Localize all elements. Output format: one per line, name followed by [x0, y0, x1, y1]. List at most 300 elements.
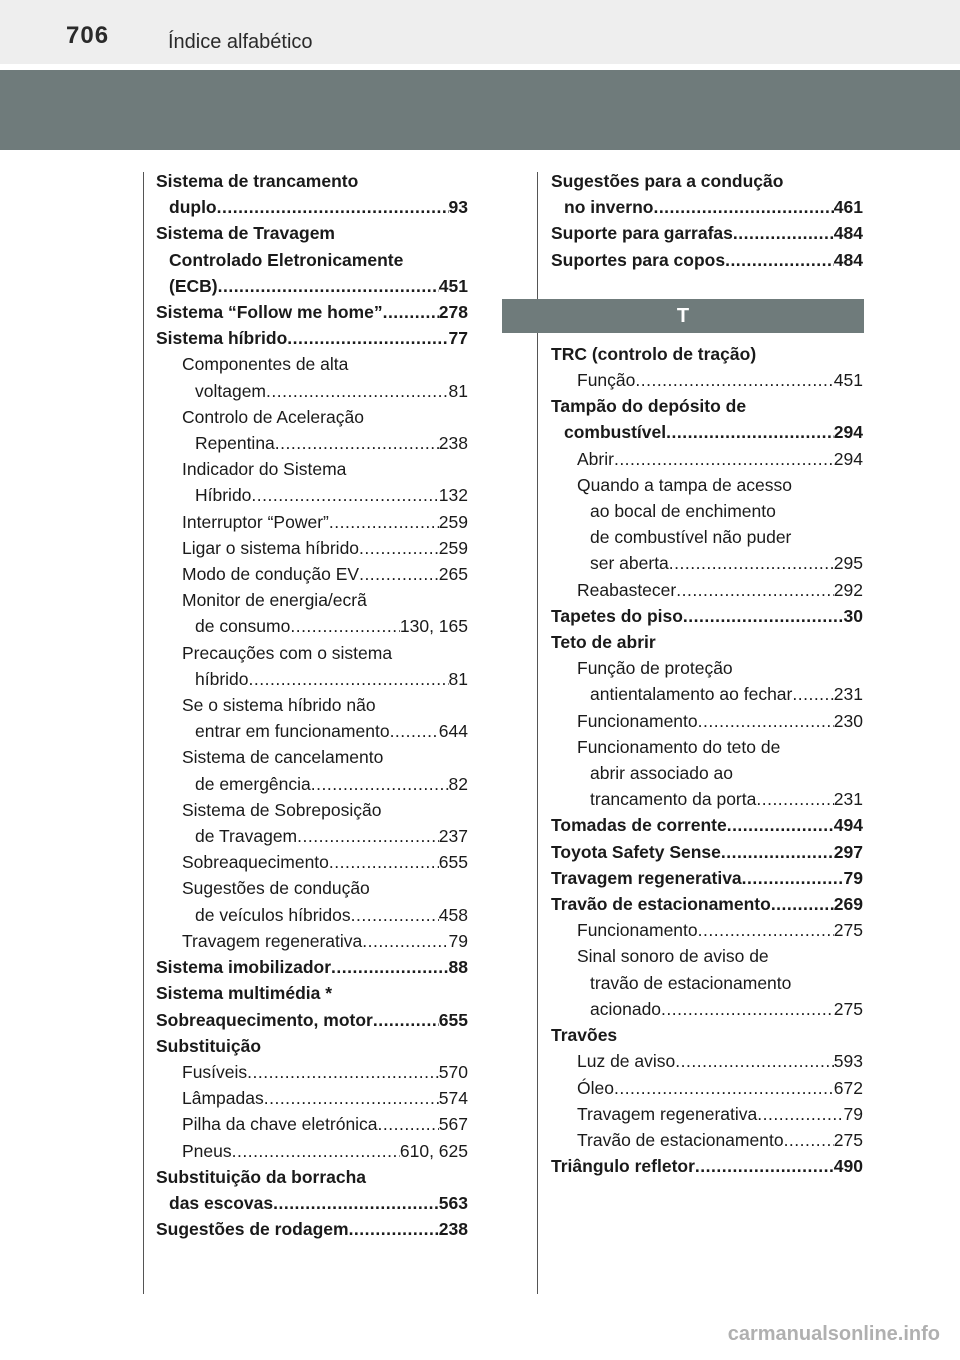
- entry-text: Sistema de Sobreposição: [182, 799, 382, 820]
- leader-dots: [669, 550, 834, 576]
- leader-dots: [273, 1190, 439, 1216]
- entry-line: [577, 786, 863, 812]
- leader-dots: [251, 482, 438, 508]
- entry-line: [182, 744, 468, 770]
- page-reference: 79: [843, 1103, 863, 1124]
- entry-line: [551, 839, 863, 865]
- entry-text: Travão de estacionamento: [551, 894, 771, 915]
- index-entry: [551, 839, 863, 865]
- page-reference: 275: [833, 1129, 863, 1150]
- index-entry: [156, 954, 468, 980]
- page-reference: 570: [438, 1061, 468, 1082]
- entry-text: Sistema híbrido: [156, 328, 288, 349]
- entry-text: de veículos híbridos: [195, 904, 351, 925]
- entry-line: [156, 247, 468, 273]
- leader-dots: [666, 419, 834, 445]
- leader-dots: [362, 928, 448, 954]
- entry-line: [156, 1190, 468, 1216]
- page-reference: 672: [833, 1077, 863, 1098]
- entry-line: [156, 1007, 468, 1033]
- entry-text: voltagem: [195, 380, 267, 401]
- entry-text: Sugestões de condução: [182, 878, 370, 899]
- entry-text: de combustível não puder: [590, 527, 792, 548]
- leader-dots: [683, 603, 844, 629]
- leader-dots: [359, 561, 439, 587]
- entry-line: [182, 849, 468, 875]
- entry-text: Função: [577, 370, 636, 391]
- entry-text: acionado: [590, 998, 662, 1019]
- entry-text: Óleo: [577, 1077, 614, 1098]
- leader-dots: [218, 273, 439, 299]
- index-subentry: [182, 456, 468, 508]
- page-reference: 567: [438, 1114, 468, 1135]
- index-subentry: [182, 587, 468, 639]
- entry-line: [577, 1048, 863, 1074]
- index-subentry: [577, 446, 863, 472]
- entry-text: no inverno: [564, 197, 654, 218]
- page-header: [0, 0, 960, 150]
- entry-text: Sistema “Follow me home”: [156, 302, 383, 323]
- leader-dots: [675, 1048, 834, 1074]
- entry-line: [577, 970, 863, 996]
- index-entry: [551, 341, 863, 367]
- entry-line: [551, 419, 863, 445]
- entry-text: de emergência: [195, 773, 311, 794]
- entry-text: TRC (controlo de tração): [551, 343, 757, 364]
- page-reference: 494: [833, 815, 863, 836]
- entry-line: [551, 393, 863, 419]
- entry-text: travão de estacionamento: [590, 972, 792, 993]
- page-reference: 30: [843, 605, 863, 626]
- leader-dots: [695, 1153, 834, 1179]
- page-reference: 259: [438, 511, 468, 532]
- index-subentry: [577, 1048, 863, 1074]
- page-reference: 490: [833, 1156, 863, 1177]
- index-entry: [156, 299, 468, 325]
- index-entry: [156, 325, 468, 351]
- entry-text: Substituição: [156, 1035, 262, 1056]
- header-band: [0, 70, 960, 150]
- index-entry: [551, 891, 863, 917]
- page-reference: 295: [833, 553, 863, 574]
- page-reference: 461: [833, 197, 863, 218]
- leader-dots: [297, 823, 439, 849]
- entry-text: trancamento da porta: [590, 789, 757, 810]
- index-subentry: [182, 849, 468, 875]
- entry-text: Teto de abrir: [551, 632, 656, 653]
- entry-line: [577, 708, 863, 734]
- page-reference: 292: [833, 579, 863, 600]
- entry-text: Substituição da borracha: [156, 1166, 367, 1187]
- index-entry: [156, 220, 468, 299]
- page-reference: 294: [833, 422, 863, 443]
- entry-text: Controlo de Aceleração: [182, 406, 364, 427]
- entry-text: Interruptor “Power”: [182, 511, 329, 532]
- index-entry: [156, 1007, 468, 1033]
- entry-text: Sistema de cancelamento: [182, 747, 384, 768]
- entry-text: Monitor de energia/ecrã: [182, 590, 367, 611]
- entry-text: Função de proteção: [577, 658, 733, 679]
- page-reference: 88: [448, 957, 468, 978]
- entry-line: [156, 1216, 468, 1242]
- entry-line: [156, 273, 468, 299]
- entry-text: Sinal sonoro de aviso de: [577, 946, 769, 967]
- index-subentry: [182, 1085, 468, 1111]
- leader-dots: [349, 1216, 439, 1242]
- index-subentry: [577, 367, 863, 393]
- index-subentry: [577, 1075, 863, 1101]
- entry-line: [577, 996, 863, 1022]
- entry-text: Sugestões de rodagem: [156, 1219, 349, 1240]
- index-group-s-continued: [551, 168, 863, 273]
- index-subentry: [182, 1059, 468, 1085]
- index-entry: [156, 980, 468, 1006]
- index-subentry: [577, 472, 863, 577]
- entry-text: Repentina: [195, 433, 275, 454]
- page-reference: 484: [833, 249, 863, 270]
- page-reference: 644: [438, 721, 468, 742]
- leader-dots: [653, 194, 833, 220]
- leader-dots: [373, 1007, 439, 1033]
- entry-line: [551, 891, 863, 917]
- index-subentry: [182, 797, 468, 849]
- entry-line: [182, 378, 468, 404]
- leader-dots: [614, 1075, 834, 1101]
- entry-line: [182, 351, 468, 377]
- entry-line: [577, 472, 863, 498]
- index-entry: [551, 247, 863, 273]
- entry-text: Componentes de alta: [182, 354, 349, 375]
- index-subentry: [577, 577, 863, 603]
- entry-text: Sistema de trancamento: [156, 171, 359, 191]
- entry-line: [182, 823, 468, 849]
- index-subentry: [182, 404, 468, 456]
- entry-line: [551, 194, 863, 220]
- entry-line: [156, 954, 468, 980]
- leader-dots: [329, 509, 439, 535]
- entry-line: [156, 1033, 468, 1059]
- index-entry: [551, 393, 863, 445]
- entry-text: Travão de estacionamento: [577, 1129, 784, 1150]
- entry-text: Precauções com o sistema: [182, 642, 393, 663]
- page-reference: 593: [833, 1051, 863, 1072]
- entry-line: [182, 902, 468, 928]
- entry-text: Suporte para garrafas: [551, 223, 733, 244]
- page-reference: 259: [438, 537, 468, 558]
- leader-dots: [311, 771, 449, 797]
- index-entry: [551, 603, 863, 629]
- entry-line: [577, 1101, 863, 1127]
- leader-dots: [727, 812, 834, 838]
- page-reference: 231: [833, 684, 863, 705]
- index-subentry: [577, 708, 863, 734]
- entry-line: [156, 168, 468, 194]
- index-subentry: [182, 744, 468, 796]
- column-divider-left: [143, 172, 144, 1294]
- entry-text: antientalamento ao fechar: [590, 684, 793, 705]
- leader-dots: [792, 681, 833, 707]
- entry-line: [577, 734, 863, 760]
- index-subentry: [182, 1138, 468, 1164]
- entry-line: [182, 587, 468, 613]
- page-reference: 93: [448, 197, 468, 218]
- index-entry: [551, 1153, 863, 1179]
- page-reference: 237: [438, 826, 468, 847]
- entry-text: híbrido: [195, 668, 249, 689]
- entry-line: [551, 168, 863, 194]
- entry-line: [182, 561, 468, 587]
- entry-line: [577, 577, 863, 603]
- section-title: Índice alfabético: [168, 31, 313, 53]
- index-subentry: [577, 655, 863, 707]
- entry-text: Triângulo refletor: [551, 1156, 695, 1177]
- entry-line: [182, 1111, 468, 1137]
- entry-text: Se o sistema híbrido não: [182, 695, 376, 716]
- page-reference: 655: [438, 1009, 468, 1030]
- index-entry: [551, 865, 863, 891]
- index-subentry: [182, 692, 468, 744]
- entry-line: [551, 865, 863, 891]
- index-column-left: [156, 168, 468, 1242]
- page-reference: 79: [448, 930, 468, 951]
- index-subentry: [577, 917, 863, 943]
- entry-text: (ECB): [169, 275, 218, 296]
- leader-dots: [661, 996, 834, 1022]
- index-subentry: [182, 509, 468, 535]
- entry-text: Travagem regenerativa: [577, 1103, 758, 1124]
- page-reference: 81: [448, 668, 468, 689]
- entry-text: ao bocal de enchimento: [590, 501, 776, 522]
- index-entry: [156, 1164, 468, 1216]
- index-subentry: [182, 351, 468, 403]
- leader-dots: [287, 325, 448, 351]
- entry-text: Sobreaquecimento, motor: [156, 1009, 373, 1030]
- leader-dots: [698, 708, 834, 734]
- index-subentry: [182, 928, 468, 954]
- page-reference: 563: [438, 1192, 468, 1213]
- index-entry: [551, 629, 863, 655]
- index-subentry: [577, 734, 863, 813]
- page-reference: 231: [833, 789, 863, 810]
- page-reference: 278: [438, 302, 468, 323]
- entry-line: [551, 341, 863, 367]
- entry-text: combustível: [564, 422, 667, 443]
- entry-text: Travagem regenerativa: [551, 867, 742, 888]
- leader-dots: [733, 220, 834, 246]
- entry-line: [551, 629, 863, 655]
- entry-text: Funcionamento: [577, 920, 698, 941]
- index-column-right: [551, 168, 863, 1179]
- index-entry: [551, 1022, 863, 1048]
- entry-line: [577, 917, 863, 943]
- header-top-bar: [0, 0, 960, 64]
- entry-line: [577, 524, 863, 550]
- entry-line: [182, 666, 468, 692]
- page-reference: 458: [438, 904, 468, 925]
- entry-text: Modo de condução EV: [182, 564, 360, 585]
- entry-text: Pneus: [182, 1140, 232, 1161]
- entry-line: [156, 299, 468, 325]
- entry-line: [182, 1138, 468, 1164]
- index-subentry: [577, 1101, 863, 1127]
- entry-line: [577, 1127, 863, 1153]
- entry-text: Sistema de Travagem: [156, 223, 335, 244]
- entry-text: Indicador do Sistema: [182, 459, 347, 480]
- entry-text: Pilha da chave eletrónica: [182, 1114, 378, 1135]
- leader-dots: [725, 247, 834, 273]
- index-entry: [156, 1033, 468, 1059]
- entry-line: [551, 812, 863, 838]
- column-divider-right: [537, 172, 538, 1294]
- leader-dots: [383, 299, 439, 325]
- page-reference: 610, 625: [399, 1140, 468, 1161]
- entry-text: Abrir: [577, 448, 614, 469]
- leader-dots: [614, 446, 834, 472]
- entry-text: das escovas: [169, 1192, 274, 1213]
- entry-line: [182, 509, 468, 535]
- leader-dots: [232, 1138, 400, 1164]
- entry-line: [182, 771, 468, 797]
- entry-text: entrar em funcionamento: [195, 721, 390, 742]
- entry-line: [577, 1075, 863, 1101]
- entry-text: ser aberta: [590, 553, 669, 574]
- entry-line: [577, 760, 863, 786]
- leader-dots: [264, 1085, 439, 1111]
- entry-line: [577, 367, 863, 393]
- entry-text: de Travagem: [195, 826, 298, 847]
- page-reference: 297: [833, 841, 863, 862]
- page-reference: 77: [448, 328, 468, 349]
- leader-dots: [351, 902, 439, 928]
- entry-line: [182, 875, 468, 901]
- leader-dots: [635, 367, 833, 393]
- entry-line: [551, 220, 863, 246]
- entry-line: [182, 692, 468, 718]
- leader-dots: [784, 1127, 834, 1153]
- index-subentry: [182, 561, 468, 587]
- entry-line: [182, 430, 468, 456]
- entry-text: de consumo: [195, 616, 291, 637]
- page-reference: 230: [833, 710, 863, 731]
- entry-text: Quando a tampa de acesso: [577, 474, 793, 495]
- entry-line: [182, 797, 468, 823]
- entry-text: Fusíveis: [182, 1061, 248, 1082]
- entry-line: [156, 325, 468, 351]
- entry-line: [551, 1153, 863, 1179]
- letter-heading-t: T: [502, 299, 864, 333]
- leader-dots: [249, 666, 449, 692]
- index-entry: [551, 168, 863, 220]
- entry-text: Travões: [551, 1025, 618, 1046]
- entry-line: [577, 498, 863, 524]
- page-reference: 451: [438, 275, 468, 296]
- page-reference: 130, 165: [399, 616, 468, 637]
- watermark: carmanualsonline.info: [727, 1323, 940, 1345]
- entry-text: Lâmpadas: [182, 1088, 264, 1109]
- entry-line: [182, 718, 468, 744]
- entry-line: [182, 928, 468, 954]
- leader-dots: [290, 613, 400, 639]
- entry-text: Tapetes do piso: [551, 605, 683, 626]
- entry-text: Controlado Eletronicamente: [169, 249, 404, 270]
- entry-line: [182, 613, 468, 639]
- leader-dots: [359, 535, 439, 561]
- entry-line: [156, 980, 468, 1006]
- page-reference: 574: [438, 1088, 468, 1109]
- index-entry: [156, 1216, 468, 1242]
- page-reference: 238: [438, 433, 468, 454]
- entry-text: abrir associado ao: [590, 763, 733, 784]
- index-subentry: [182, 875, 468, 927]
- index-subentry: [577, 1127, 863, 1153]
- leader-dots: [676, 577, 834, 603]
- entry-line: [577, 550, 863, 576]
- leader-dots: [771, 891, 834, 917]
- page-reference: 294: [833, 448, 863, 469]
- entry-text: Luz de aviso: [577, 1051, 676, 1072]
- page-reference: 484: [833, 223, 863, 244]
- index-entry: [551, 812, 863, 838]
- entry-text: Sobreaquecimento: [182, 852, 329, 873]
- index-subentry: [577, 943, 863, 1022]
- entry-line: [577, 943, 863, 969]
- entry-line: [551, 247, 863, 273]
- leader-dots: [217, 194, 449, 220]
- leader-dots: [757, 1101, 843, 1127]
- leader-dots: [329, 849, 439, 875]
- entry-line: [577, 681, 863, 707]
- page-reference: 655: [438, 852, 468, 873]
- entry-text: Sugestões para a condução: [551, 171, 784, 191]
- leader-dots: [721, 839, 834, 865]
- leader-dots: [756, 786, 833, 812]
- entry-line: [182, 1085, 468, 1111]
- page-reference: 275: [833, 998, 863, 1019]
- entry-text: Travagem regenerativa: [182, 930, 363, 951]
- leader-dots: [266, 378, 449, 404]
- entry-line: [551, 1022, 863, 1048]
- entry-text: Ligar o sistema híbrido: [182, 537, 360, 558]
- page-reference: 238: [438, 1219, 468, 1240]
- entry-text: Funcionamento do teto de: [577, 736, 781, 757]
- entry-text: Tampão do depósito de: [551, 396, 747, 417]
- entry-line: [182, 482, 468, 508]
- page-reference: 132: [438, 485, 468, 506]
- index-subentry: [182, 1111, 468, 1137]
- page-reference: 451: [833, 370, 863, 391]
- page-reference: 79: [843, 867, 863, 888]
- page-reference: 81: [448, 380, 468, 401]
- entry-line: [182, 640, 468, 666]
- index-subentry: [182, 535, 468, 561]
- entry-text: Reabastecer: [577, 579, 677, 600]
- entry-text: Sistema multimédia *: [156, 983, 333, 1004]
- page-reference: 275: [833, 920, 863, 941]
- leader-dots: [742, 865, 844, 891]
- leader-dots: [378, 1111, 439, 1137]
- leader-dots: [390, 718, 439, 744]
- page-reference: 265: [438, 564, 468, 585]
- entry-line: [156, 194, 468, 220]
- entry-text: Sistema imobilizador: [156, 957, 332, 978]
- entry-line: [577, 655, 863, 681]
- page-reference: 269: [833, 894, 863, 915]
- entry-text: duplo: [169, 197, 217, 218]
- index-subentry: [182, 640, 468, 692]
- page-reference: 82: [448, 773, 468, 794]
- leader-dots: [331, 954, 448, 980]
- entry-text: Híbrido: [195, 485, 252, 506]
